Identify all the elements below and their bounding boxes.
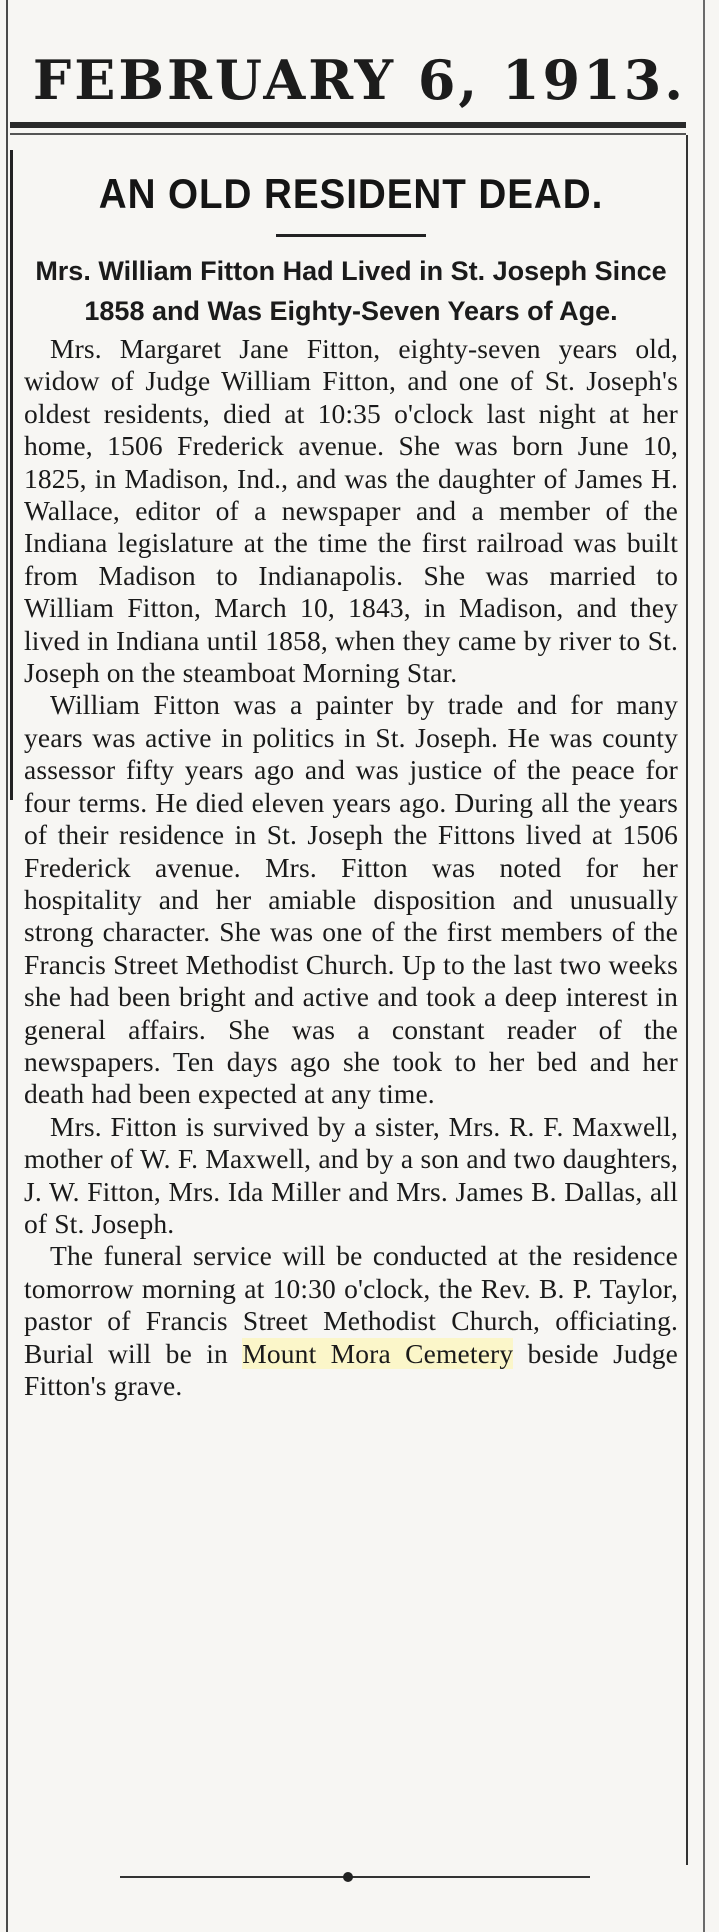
paragraph-4-text: The funeral service will be conducted at the residence tomorrow morning at 10:30 o'clock, the Rev. B. P. Taylor, pastor of Francis Street Methodist Church, officiating. Burial will be in [24,1240,678,1369]
subheadline: Mrs. William Fitton Had Lived in St. Joseph Since 1858 and Was Eighty-Seven Years of Age. [35,256,667,326]
paragraph-4-ending: beside Judge Fitton's grave. [24,1337,678,1401]
paragraph-4 [24,1240,678,1402]
column-left-border [10,150,13,800]
column-right-border [686,135,688,1865]
paragraph-2: William Fitton was a painter by trade and for many years was active in politics in St. Joseph. He was county assessor fifty years ago and was justice of the peace for four terms. He died eleven years ago. During all the years of their residence in St. Joseph the Fittons lived at 1506 Frederick avenue. Mrs. Fitton was noted for her hospitality and her amiable disposition and unusually strong character. She was one of the first members of the Francis Street Methodist Church. Up to the last two weeks she had been bright and active and took a deep interest in general affairs. She was a constant reader of the newspapers. Ten days ago she took to her bed and her death had been expected at any time. [24,689,678,1110]
dateline: FEBRUARY 6, 1913. [32,48,687,112]
top-rule [10,122,686,128]
clipping-right-edge [703,0,705,1932]
clipping-left-edge [6,0,8,1932]
top-rule-thin [10,133,686,135]
headline: AN OLD RESIDENT DEAD. [98,170,604,217]
article [24,160,678,1402]
paragraph-3: Mrs. Fitton is survived by a sister, Mrs. R. F. Maxwell, mother of W. F. Maxwell, and by a son and two daughters, J. W. Fitton, Mrs. Ida Miller and Mrs. James B. Dallas, all of St. Joseph. [24,1110,678,1239]
headline-rule [276,234,426,237]
paragraph-1: Mrs. Margaret Jane Fitton, eighty-seven years old, widow of Judge William Fitton, and one of St. Joseph's oldest residents, died at 10:35 o'clock last night at her home, 1506 Frederick avenue. She was born June 10, 1825, in Madison, Ind., and was the daughter of James H. Wallace, editor of a newspaper and a member of the Indiana legislature at the time the first railroad was built from Madison to Indianapolis. She was married to William Fitton, March 10, 1843, in Madison, and they lived in Indiana until 1858, when they came by river to St. Joseph on the steamboat Morning Star. [24,333,678,689]
end-rule-ornament [343,1872,353,1882]
end-rule [120,1876,590,1878]
highlighted-cemetery-name: Mount Mora Cemetery [242,1337,514,1369]
